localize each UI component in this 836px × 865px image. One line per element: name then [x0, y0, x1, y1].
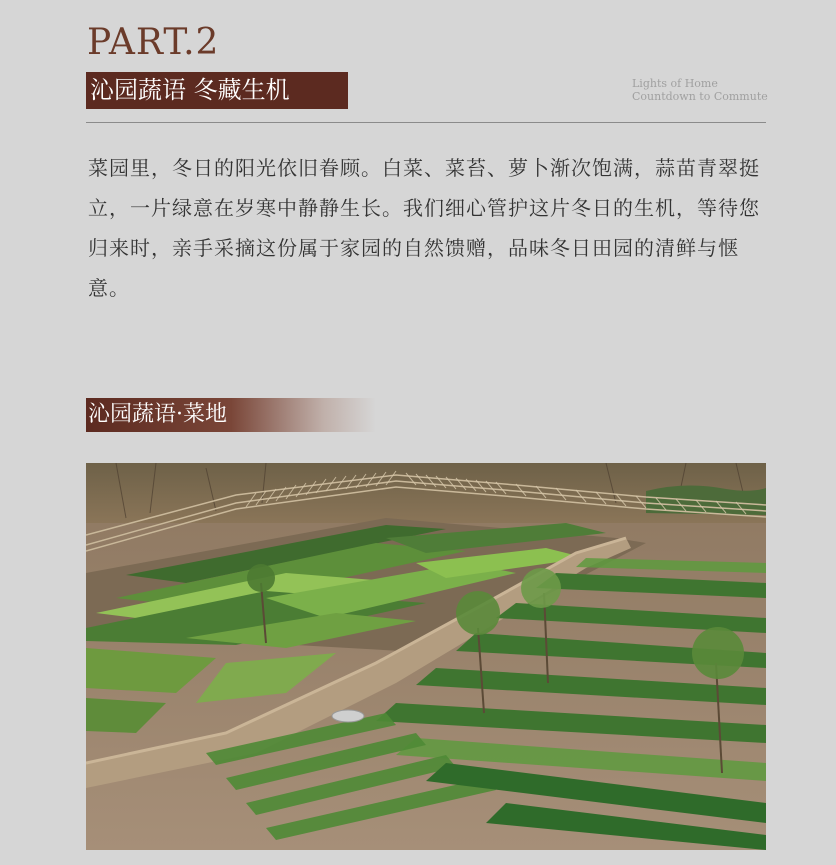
section-title: 沁园蔬语 冬藏生机	[86, 72, 348, 109]
tagline-line-2: Countdown to Commute	[632, 90, 768, 103]
tagline-line-1: Lights of Home	[632, 77, 718, 90]
intro-paragraph: 菜园里，冬日的阳光依旧眷顾。白菜、菜苔、萝卜渐次饱满，蒜苗青翠挺立，一片绿意在岁寒中静静生长。我们细心管护这片冬日的生机，等待您归来时，亲手采摘这份属于家园的自然馈赠，品味冬日田园的清鲜与惬意。	[88, 156, 760, 300]
tagline	[632, 77, 768, 103]
divider	[86, 122, 766, 123]
vegetable-garden-photo	[86, 463, 766, 850]
gallery-title: 沁园蔬语·菜地	[86, 398, 376, 432]
part-label: PART.2	[87, 22, 220, 63]
